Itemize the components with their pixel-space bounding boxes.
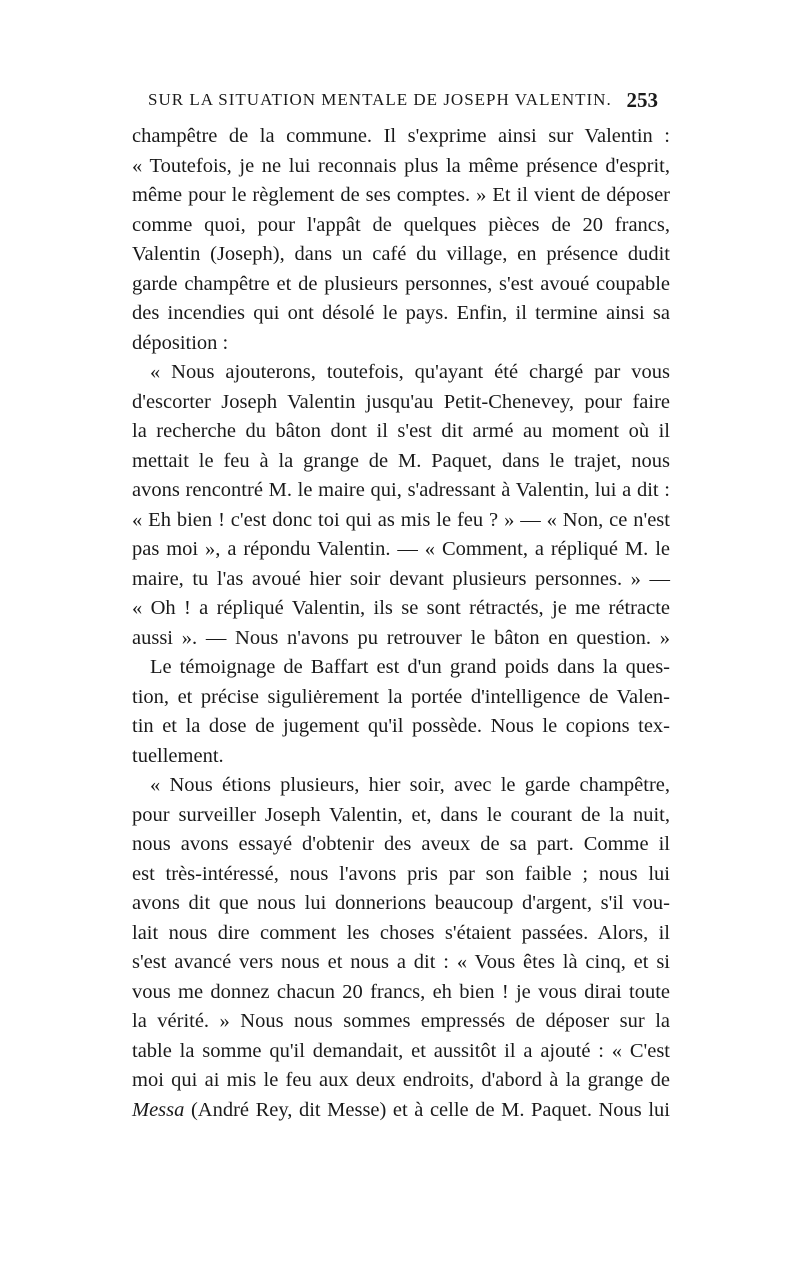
text-line: Le témoignage de Baffart est d'un grand poids dans la ques-	[150, 656, 670, 678]
text-line: des incendies qui ont désolé le pays. Enfin, il termine ainsi sa	[132, 302, 670, 324]
text-line: s'est avancé vers nous et nous a dit : « Vous êtes là cinq, et si	[132, 951, 670, 973]
text-line: nous avons essayé d'obtenir des aveux de sa part. Comme il	[132, 833, 670, 855]
text-line: avons dit que nous lui donnerions beaucoup d'argent, s'il vou-	[132, 892, 670, 914]
text-line: champêtre de la commune. Il s'exprime ainsi sur Valentin :	[132, 125, 670, 147]
text-line-final	[132, 1096, 670, 1126]
text-line: même pour le règlement de ses comptes. » Et il vient de déposer	[132, 184, 670, 206]
text-line: garde champêtre et de plusieurs personnes, s'est avoué coupable	[132, 272, 670, 295]
page-number: 253	[626, 88, 658, 112]
text-line: « Nous ajouterons, toutefois, qu'ayant été chargé par vous	[150, 361, 670, 383]
text-line: lait nous dire comment les choses s'étaient passées. Alors, il	[132, 921, 670, 944]
text-line: pas moi », a répondu Valentin. — « Comment, a répliqué M. le	[132, 538, 670, 560]
running-title: SUR LA SITUATION MENTALE DE JOSEPH VALENTIN.	[148, 90, 612, 109]
text-line: moi qui ai mis le feu aux deux endroits, d'abord à la grange de	[132, 1069, 670, 1091]
text-line: table la somme qu'il demandait, et aussitôt il a ajouté : « C'est	[132, 1039, 670, 1062]
text-line: « Nous étions plusieurs, hier soir, avec le garde champêtre,	[150, 774, 670, 796]
text-line: « Eh bien ! c'est donc toi qui as mis le feu ? » — « Non, ce n'est	[132, 508, 670, 531]
text-line: Valentin (Joseph), dans un café du village, en présence dudit	[132, 243, 670, 265]
text-line: déposition :	[132, 331, 229, 354]
body-text	[132, 122, 670, 1125]
final-line-rest: (André Rey, dit Messe) et à celle de M. Paquet. Nous lui	[184, 1098, 670, 1121]
text-line: tin et la dose de jugement qu'il possède. Nous le copions tex-	[132, 715, 670, 737]
text-line: est très-intéressé, nous l'avons pris par son faible ; nous lui	[132, 862, 670, 885]
text-line: mettait le feu à la grange de M. Paquet, dans le trajet, nous	[132, 449, 670, 472]
text-line: d'escorter Joseph Valentin jusqu'au Petit-Chenevey, pour faire	[132, 390, 670, 413]
text-line: tion, et précise siguliėrement la portée d'intelligence de Valen-	[132, 685, 670, 708]
italic-place-name: Messa	[132, 1098, 185, 1121]
text-line: maire, tu l'as avoué hier soir devant plusieurs personnes. » —	[132, 567, 670, 590]
text-line: comme quoi, pour l'appât de quelques pièces de 20 francs,	[132, 213, 670, 236]
text-line: vous me donnez chacun 20 francs, eh bien ! je vous dirai toute	[132, 980, 670, 1003]
text-line: la recherche du bâton dont il s'est dit armé au moment où il	[132, 420, 670, 442]
text-line: avons rencontré M. le maire qui, s'adressant à Valentin, lui a dit :	[132, 479, 670, 501]
running-header	[148, 90, 658, 118]
text-line: « Oh ! a répliqué Valentin, ils se sont rétractés, je me rétracte	[132, 597, 670, 619]
text-line: aussi ». — Nous n'avons pu retrouver le bâton en question. »	[132, 626, 670, 649]
text-line: pour surveiller Joseph Valentin, et, dans le courant de la nuit,	[132, 803, 670, 826]
text-line: la vérité. » Nous nous sommes empressés de déposer sur la	[132, 1010, 670, 1032]
text-line: tuellement.	[132, 744, 224, 767]
text-line: « Toutefois, je ne lui reconnais plus la même présence d'esprit,	[132, 154, 670, 177]
